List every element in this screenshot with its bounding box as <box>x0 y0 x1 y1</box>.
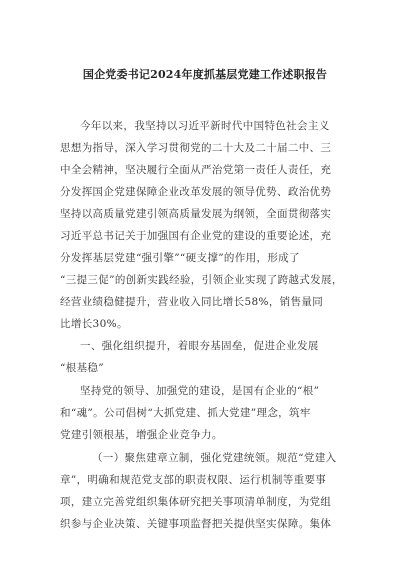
paragraph-line: 章”，明确和规范党支部的职责权限、运行机制等重要事 <box>60 474 327 486</box>
paragraph-line: 坚持以高质量党建引领高质量发展为纲领，全面贯彻落实 <box>60 208 332 220</box>
paragraph-line: 习近平总书记关于加强国有企业党的建设的重要论述，充 <box>60 230 332 242</box>
document-title: 国企党委书记2024年度抓基层党建工作述职报告 <box>82 68 328 81</box>
paragraph-line: 坚持党的领导、加强党的建设，是国有企业的“根” <box>80 385 320 397</box>
paragraph-line: 项，建立完善党组织集体研究把关事项清单制度，为党组 <box>60 496 332 508</box>
subsection-heading: （一）聚焦建章立制，强化党建统领。规范“党建入 <box>92 452 337 464</box>
section-heading: 一、强化组织提升，着眼夯基固垒，促进企业发展 <box>80 340 319 352</box>
paragraph-line: “三提三促”的创新实践经验，引领企业实现了跨越式发展， <box>60 274 343 286</box>
paragraph-line: 织参与企业决策、关键事项监督把关提供坚实保障。集体 <box>60 518 332 530</box>
paragraph-line: 比增长30%。 <box>60 318 128 330</box>
paragraph-line: 党建引领根基，增强企业竞争力。 <box>60 429 223 441</box>
section-heading-continued: “根基稳” <box>60 362 104 374</box>
paragraph-line: 分发挥基层党建“强引擎”“硬支撑”的作用，形成了 <box>60 252 300 264</box>
paragraph-line: 分发挥国企党建保障企业改革发展的领导优势、政治优势 <box>60 186 332 198</box>
paragraph-line: 今年以来，我坚持以习近平新时代中国特色社会主义 <box>80 120 330 132</box>
paragraph-line: 思想为指导，深入学习贯彻党的二十大及二十届二中、三 <box>60 142 332 154</box>
paragraph-line: 中全会精神，坚决履行全面从严治党第一责任人责任，充 <box>60 164 332 176</box>
paragraph-line: 经营业绩稳健提升，营业收入同比增长58%，销售量同 <box>60 296 324 308</box>
paragraph-line: 和“魂”。公司倡树“大抓党建、抓大党建”理念，筑牢 <box>60 407 311 419</box>
